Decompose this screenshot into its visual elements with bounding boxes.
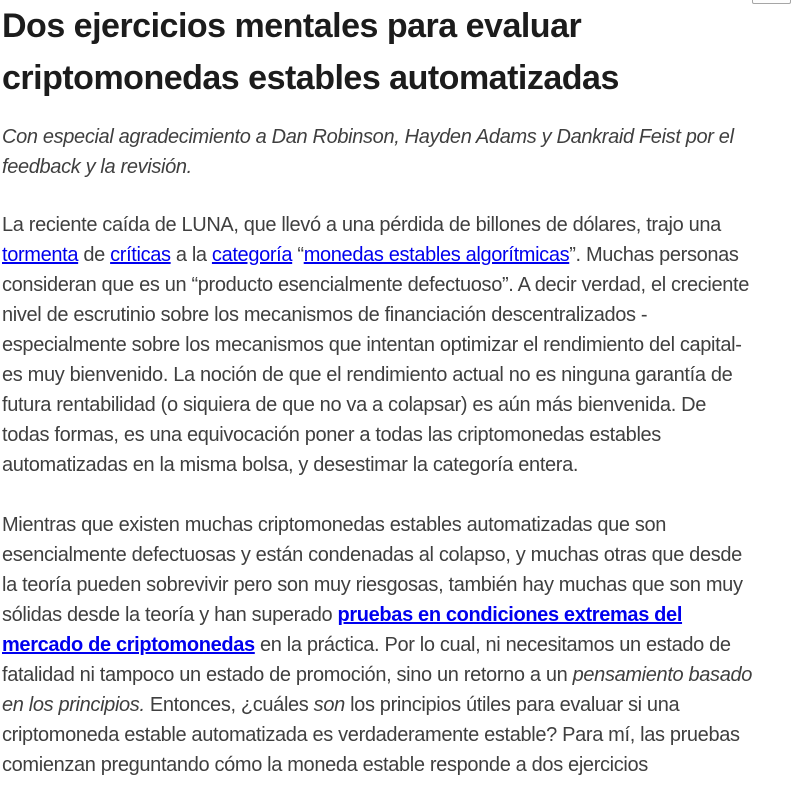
body-text: Entonces, ¿cuáles bbox=[144, 694, 314, 716]
paragraph-1 bbox=[2, 210, 753, 480]
page-title: Dos ejercicios mentales para evaluar criptomonedas estables automatizadas bbox=[2, 7, 619, 97]
body-text: a la bbox=[170, 244, 212, 266]
body-text: “ bbox=[292, 244, 304, 266]
menu-button[interactable] bbox=[752, 0, 791, 4]
paragraph-2 bbox=[2, 510, 753, 780]
inline-link[interactable]: monedas estables algorítmicas bbox=[303, 244, 570, 266]
inline-link[interactable]: pruebas en condiciones extremas del mercado de criptomonedas bbox=[2, 604, 683, 656]
emphasized-text: son bbox=[313, 694, 345, 716]
body-text: ”. Muchas personas consideran que es un “producto esencialmente defectuoso”. A decir verdad, el creciente nivel de escrutinio sobre los mecanismos de financiación descentralizados -especialmente sobre los mecanismos que intentan optimizar el rendimiento del capital- es muy bienvenido. La noción de que el rendimiento actual no es ninguna garantía de futura rentabilidad (o siquiera de que no va a colapsar) es aún más bienvenida. De todas formas, es una equivocación poner a todas las criptomonedas estables automatizadas en la misma bolsa, y desestimar la categoría entera. bbox=[2, 244, 750, 476]
acknowledgment-note: Con especial agradecimiento a Dan Robinson, Hayden Adams y Dankraid Feist por el feedback y la revisión. bbox=[2, 126, 734, 178]
emphasized-text: pensamiento basado en los principios. bbox=[2, 664, 753, 716]
body-text: Mientras que existen muchas criptomonedas estables automatizadas que son esencialmente defectuosas y están condenadas al colapso, y muchas otras que desde la teoría pueden sobrevivir pero son muy riesgosas, también hay muchas que son muy sólidas desde la teoría y han superado bbox=[2, 514, 743, 626]
inline-link[interactable]: categoría bbox=[211, 244, 293, 266]
body-text: de bbox=[78, 244, 111, 266]
inline-link[interactable]: críticas bbox=[110, 244, 171, 266]
body-text: La reciente caída de LUNA, que llevó a una pérdida de billones de dólares, trajo una bbox=[2, 214, 721, 236]
body-text: los principios útiles para evaluar si una criptomoneda estable automatizada es verdaderamente estable? Para mí, las pruebas comienzan preguntando cómo la moneda estable responde a dos ejercicios bbox=[2, 694, 740, 776]
inline-link[interactable]: tormenta bbox=[2, 244, 79, 266]
body-text: en la práctica. Por lo cual, ni necesitamos un estado de fatalidad ni tampoco un estado de promoción, sino un retorno a un bbox=[2, 634, 731, 686]
